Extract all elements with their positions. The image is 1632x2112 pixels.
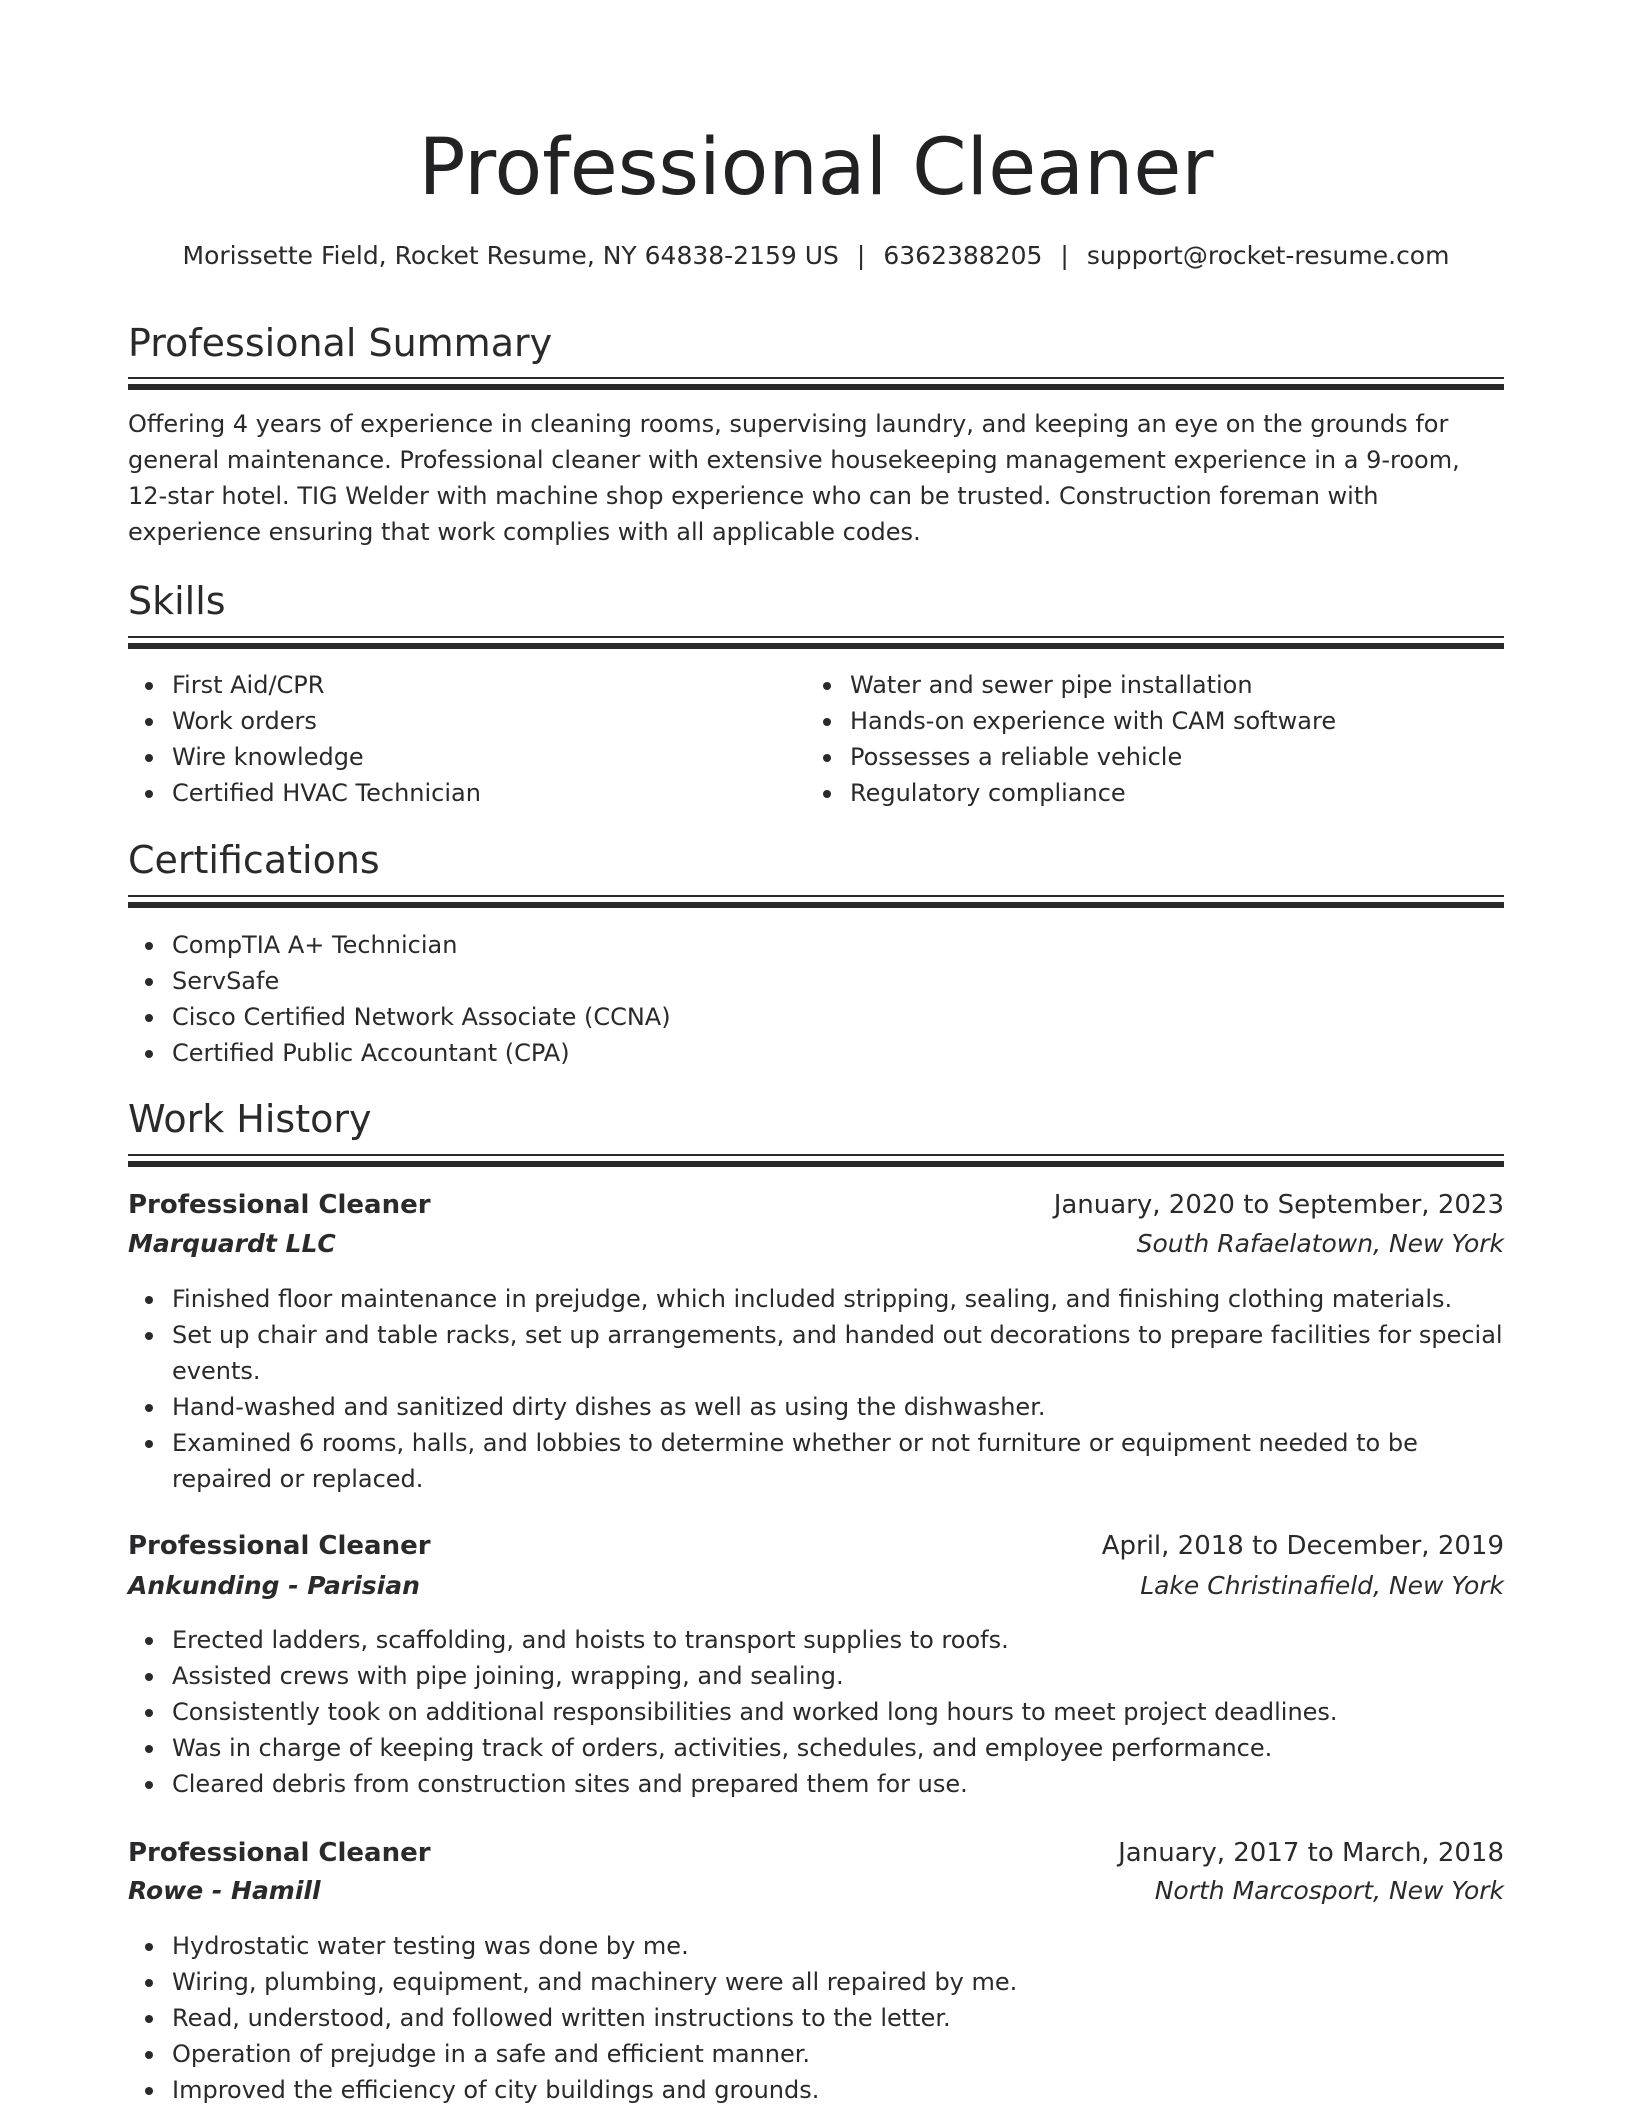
job-bullet: Wiring, plumbing, equipment, and machinery were all repaired by me. [172, 1964, 1504, 2000]
contact-separator: | [856, 241, 866, 270]
job-title: Professional Cleaner [128, 1531, 431, 1561]
job-bullet: Set up chair and table racks, set up arrangements, and handed out decorations to prepare facilities for special events. [172, 1317, 1504, 1389]
job-title: Professional Cleaner [128, 1838, 431, 1868]
job-location: South Rafaelatown, New York [1136, 1229, 1504, 1258]
certification-item: ServSafe [172, 963, 1504, 999]
job-location: North Marcosport, New York [1154, 1876, 1504, 1905]
job-company: Ankunding - Parisian [128, 1571, 420, 1600]
section-divider [128, 895, 1504, 908]
skill-item: Wire knowledge [172, 739, 802, 775]
contact-phone: 6362388205 [883, 241, 1043, 270]
job-bullet: Examined 6 rooms, halls, and lobbies to determine whether or not furniture or equipment needed to be repaired or replaced. [172, 1425, 1504, 1497]
job-bullets [128, 1281, 1504, 1497]
job-bullet: Improved the efficiency of city buildings and grounds. [172, 2072, 1504, 2108]
job-bullet: Erected ladders, scaffolding, and hoists to transport supplies to roofs. [172, 1622, 1504, 1658]
job-bullet: Assisted crews with pipe joining, wrapping, and sealing. [172, 1658, 1504, 1694]
job-bullet: Was in charge of keeping track of orders, activities, schedules, and employee performance. [172, 1730, 1504, 1766]
skill-item: Hands-on experience with CAM software [850, 703, 1548, 739]
skill-item: Possesses a reliable vehicle [850, 739, 1548, 775]
contact-address: Morissette Field, Rocket Resume, NY 64838-2159 US [182, 241, 839, 270]
section-title-work-history: Work History [128, 1097, 372, 1141]
job-company: Marquardt LLC [128, 1229, 336, 1258]
skill-item: Certified HVAC Technician [172, 775, 802, 811]
resume-name: Professional Cleaner [418, 123, 1214, 213]
job-bullet: Operation of prejudge in a safe and efficient manner. [172, 2036, 1504, 2072]
job-bullet: Cleared debris from construction sites and prepared them for use. [172, 1766, 1504, 1802]
skill-item: Water and sewer pipe installation [850, 667, 1548, 703]
job-bullet: Read, understood, and followed written instructions to the letter. [172, 2000, 1504, 2036]
skills-list-right [806, 667, 1548, 811]
contact-separator: | [1060, 241, 1069, 270]
section-title-certifications: Certifications [128, 838, 380, 882]
contact-line [128, 238, 1504, 274]
skills-list-left [128, 667, 802, 811]
section-title-summary: Professional Summary [128, 321, 553, 365]
job-bullet: Hydrostatic water testing was done by me. [172, 1928, 1504, 1964]
job-dates: April, 2018 to December, 2019 [1101, 1531, 1504, 1561]
contact-email: support@rocket-resume.com [1086, 241, 1450, 270]
job-company: Rowe - Hamill [128, 1876, 321, 1905]
certification-item: Cisco Certified Network Associate (CCNA) [172, 999, 1504, 1035]
summary-text: Offering 4 years of experience in cleaning rooms, supervising laundry, and keeping an eye on the grounds for general maintenance. Professional cleaner with extensive housekeeping management experience in a 9-room, 12-star hotel. TIG Welder with machine shop experience who can be trusted. Construction foreman with experience ensuring that work complies with all applicable codes. [128, 410, 1460, 546]
section-divider [128, 1154, 1504, 1167]
skill-item: First Aid/CPR [172, 667, 802, 703]
job-bullet: Finished floor maintenance in prejudge, which included stripping, sealing, and finishing clothing materials. [172, 1281, 1504, 1317]
job-location: Lake Christinafield, New York [1140, 1571, 1504, 1600]
section-title-skills: Skills [128, 579, 226, 623]
job-title: Professional Cleaner [128, 1190, 431, 1220]
skill-item: Regulatory compliance [850, 775, 1548, 811]
job-dates: January, 2017 to March, 2018 [1118, 1838, 1504, 1868]
job-bullets [128, 1928, 1504, 2108]
job-bullet: Hand-washed and sanitized dirty dishes as well as using the dishwasher. [172, 1389, 1504, 1425]
certification-item: Certified Public Accountant (CPA) [172, 1035, 1504, 1071]
certification-item: CompTIA A+ Technician [172, 927, 1504, 963]
skill-item: Work orders [172, 703, 802, 739]
section-divider [128, 377, 1504, 390]
section-divider [128, 636, 1504, 649]
job-dates: January, 2020 to September, 2023 [1053, 1190, 1504, 1220]
job-bullet: Consistently took on additional responsibilities and worked long hours to meet project deadlines. [172, 1694, 1504, 1730]
certifications-list [128, 927, 1504, 1071]
job-bullets [128, 1622, 1504, 1802]
